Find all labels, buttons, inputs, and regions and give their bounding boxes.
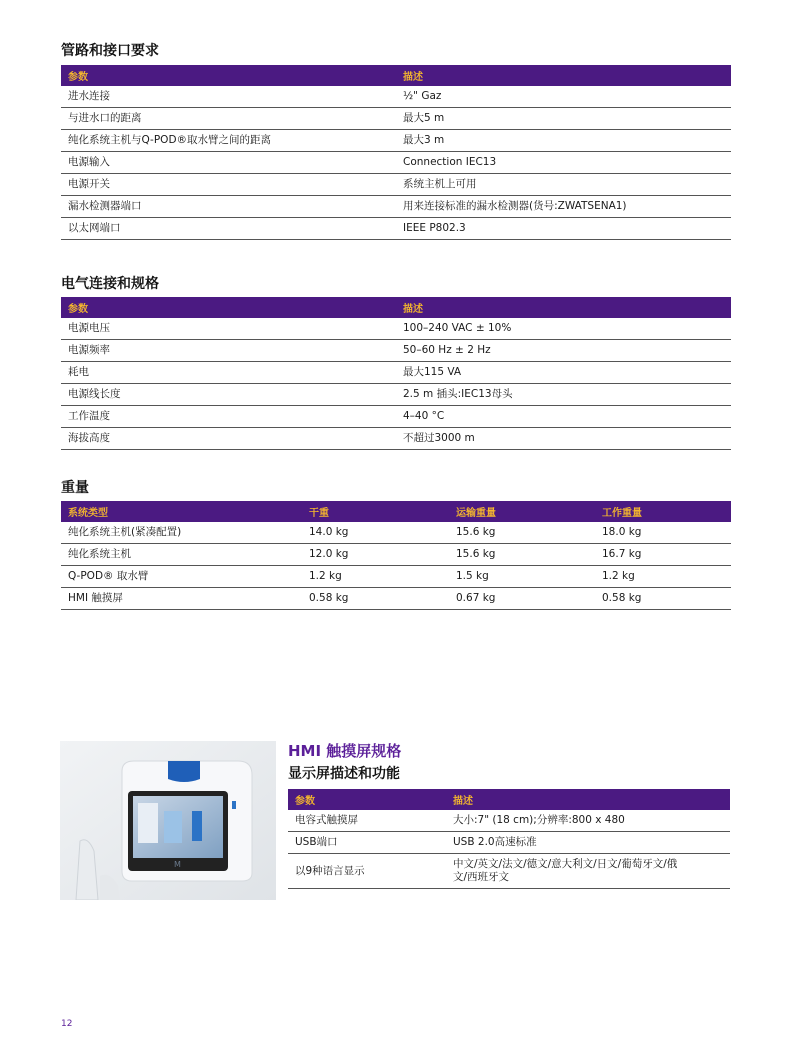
cell: USB端口 (288, 832, 446, 854)
cell: 以9种语言显示 (288, 854, 446, 889)
cell: 16.7 kg (595, 544, 731, 566)
cell: 14.0 kg (302, 522, 449, 544)
cell: IEEE P802.3 (396, 218, 731, 240)
cell: 纯化系统主机(紧凑配置) (61, 522, 302, 544)
cell: 12.0 kg (302, 544, 449, 566)
col-header: 描述 (446, 789, 730, 810)
table-row (61, 522, 731, 544)
pipe-table (61, 65, 731, 240)
cell: 耗电 (61, 362, 396, 384)
hmi-device-photo (60, 741, 276, 900)
table-row (61, 174, 731, 196)
cell: 纯化系统主机与Q-POD®取水臂之间的距离 (61, 130, 396, 152)
cell: 100–240 VAC ± 10% (396, 318, 731, 340)
col-header: 描述 (396, 65, 731, 86)
table-row (61, 544, 731, 566)
table-row (288, 854, 730, 889)
table-row (61, 340, 731, 362)
cell: USB 2.0高速标准 (446, 832, 730, 854)
table-row (61, 406, 731, 428)
cell: 系统主机上可用 (396, 174, 731, 196)
table-row (61, 428, 731, 450)
cell: Connection IEC13 (396, 152, 731, 174)
cell: 进水连接 (61, 86, 396, 108)
cell: 最大115 VA (396, 362, 731, 384)
cell: 最大5 m (396, 108, 731, 130)
cell: Q-POD® 取水臂 (61, 566, 302, 588)
hmi-table (288, 789, 730, 889)
table-row (61, 566, 731, 588)
col-header: 参数 (61, 297, 396, 318)
weight-table (61, 501, 731, 610)
electric-table (61, 297, 731, 450)
cell: 4–40 °C (396, 406, 731, 428)
col-header: 工作重量 (595, 501, 731, 522)
cell: 与进水口的距离 (61, 108, 396, 130)
table-row (61, 318, 731, 340)
table-row (288, 810, 730, 832)
table-row (61, 362, 731, 384)
pipe-title: 管路和接口要求 (61, 43, 159, 59)
cell: 以太网端口 (61, 218, 396, 240)
cell: 0.58 kg (595, 588, 731, 610)
table-row (61, 384, 731, 406)
cell: 0.67 kg (449, 588, 595, 610)
hmi-section (288, 742, 730, 889)
cell: 15.6 kg (449, 544, 595, 566)
cell: 不超过3000 m (396, 428, 731, 450)
table-row (288, 832, 730, 854)
cell: 1.2 kg (595, 566, 731, 588)
col-header: 参数 (61, 65, 396, 86)
cell: 0.58 kg (302, 588, 449, 610)
cell: 电源输入 (61, 152, 396, 174)
cell: 电源频率 (61, 340, 396, 362)
cell: 电源电压 (61, 318, 396, 340)
table-row (61, 86, 731, 108)
page-number: 12 (61, 1019, 73, 1029)
cell: 工作温度 (61, 406, 396, 428)
table-row (61, 196, 731, 218)
table-row (61, 152, 731, 174)
table-row (61, 130, 731, 152)
cell: 2.5 m 插头:IEC13母头 (396, 384, 731, 406)
cell: 18.0 kg (595, 522, 731, 544)
weight-section (61, 479, 731, 610)
cell: 50–60 Hz ± 2 Hz (396, 340, 731, 362)
pipe-section (61, 42, 731, 240)
cell: 大小:7" (18 cm);分辨率:800 x 480 (446, 810, 730, 832)
svg-text:M: M (174, 860, 181, 869)
cell: 电容式触摸屏 (288, 810, 446, 832)
electric-title: 电气连接和规格 (61, 276, 159, 292)
cell: 15.6 kg (449, 522, 595, 544)
cell: HMI 触摸屏 (61, 588, 302, 610)
hmi-subtitle: 显示屏描述和功能 (288, 766, 400, 782)
col-header: 干重 (302, 501, 449, 522)
electric-section (61, 275, 731, 450)
cell: 用来连接标准的漏水检测器(货号:ZWATSENA1) (396, 196, 731, 218)
col-header: 参数 (288, 789, 446, 810)
hmi-title: HMI 触摸屏规格 (288, 742, 402, 760)
cell: ½" Gaz (396, 86, 731, 108)
table-row (61, 588, 731, 610)
hmi-device-illustration (60, 741, 276, 900)
table-row (61, 218, 731, 240)
col-header: 系统类型 (61, 501, 302, 522)
cell: 电源开关 (61, 174, 396, 196)
cell: 纯化系统主机 (61, 544, 302, 566)
cell: 1.2 kg (302, 566, 449, 588)
weight-title: 重量 (61, 480, 89, 496)
cell: 电源线长度 (61, 384, 396, 406)
cell: 中文/英文/法文/德文/意大利文/日文/葡萄牙文/俄文/西班牙文 (446, 854, 730, 889)
col-header: 描述 (396, 297, 731, 318)
cell: 漏水检测器端口 (61, 196, 396, 218)
cell: 最大3 m (396, 130, 731, 152)
cell: 海拔高度 (61, 428, 396, 450)
col-header: 运输重量 (449, 501, 595, 522)
cell: 1.5 kg (449, 566, 595, 588)
table-row (61, 108, 731, 130)
